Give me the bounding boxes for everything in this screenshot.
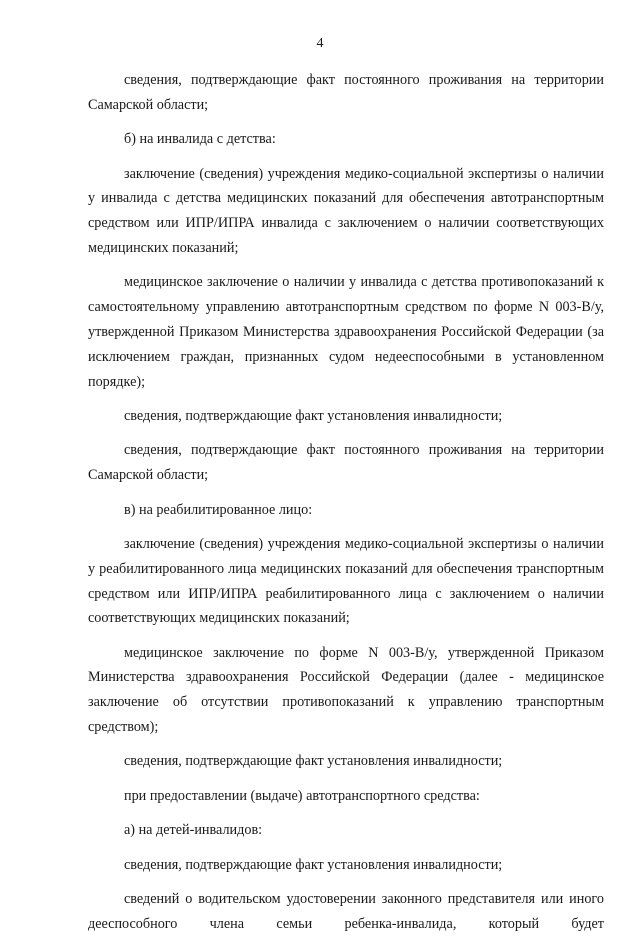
paragraph: заключение (сведения) учреждения медико-социальной экспертизы о наличии у инвалида с детства медицинских показаний для обеспечения автотранспортным средством или ИПР/ИПРА инвалида с заключением о наличии соответствующих медицинских показаний; bbox=[88, 165, 604, 256]
paragraph: сведения, подтверждающие факт постоянного проживания на территории Самарской области; bbox=[88, 442, 604, 484]
paragraph: а) на детей-инвалидов: bbox=[124, 822, 263, 839]
paragraph: б) на инвалида с детства: bbox=[124, 131, 276, 148]
paragraph: сведения, подтверждающие факт установления инвалидности; bbox=[124, 407, 503, 424]
paragraph: сведения, подтверждающие факт постоянного проживания на территории Самарской области; bbox=[88, 72, 604, 113]
paragraph: медицинское заключение о наличии у инвалида с детства противопоказаний к самостоятельному управлению автотранспортным средством по форме N 003-В/у, утвержденной Приказом Министерства здравоохранения Российской Федерации (за исключением граждан, признанных судом недееспособными в установленном порядке); bbox=[88, 274, 604, 390]
paragraph: сведения, подтверждающие факт установления инвалидности; bbox=[124, 753, 503, 770]
paragraph: при предоставлении (выдаче) автотранспортного средства: bbox=[124, 787, 480, 804]
document-body bbox=[88, 68, 604, 946]
paragraph: в) на реабилитированное лицо: bbox=[124, 501, 313, 518]
page-number: 4 bbox=[316, 36, 324, 51]
paragraph: сведений о водительском удостоверении законного представителя или иного дееспособного члена семьи ребенка-инвалида, который будет bbox=[88, 891, 604, 932]
paragraph: заключение (сведения) учреждения медико-социальной экспертизы о наличии у реабилитированного лица медицинских показаний для обеспечения транспортным средством или ИПР/ИПРА реабилитированного лица с заключением о наличии соответствующих медицинских показаний; bbox=[88, 535, 604, 627]
paragraph: сведения, подтверждающие факт установления инвалидности; bbox=[124, 856, 503, 873]
paragraph: медицинское заключение по форме N 003-В/у, утвержденной Приказом Министерства здравоохранения Российской Федерации (далее - медицинское заключение об отсутствии противопоказаний к управлению транспортным средством); bbox=[88, 644, 604, 736]
